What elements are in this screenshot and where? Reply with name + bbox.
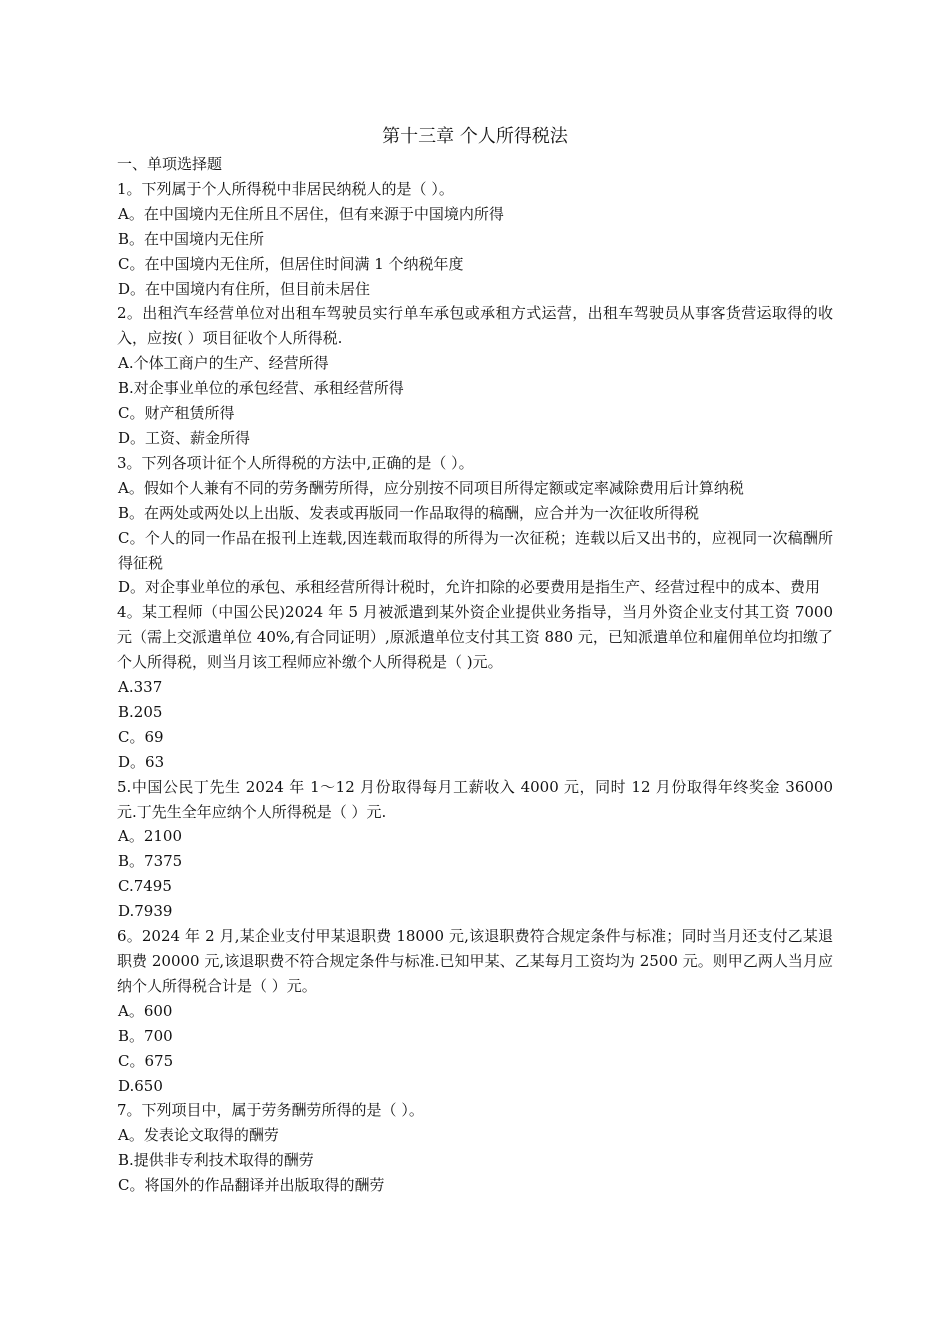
answer-option: C.7495 bbox=[118, 877, 172, 896]
answer-option: B.对企事业单位的承包经营、承租经营所得 bbox=[118, 379, 404, 398]
answer-option: A.337 bbox=[118, 678, 163, 697]
answer-option: B。在中国境内无住所 bbox=[118, 229, 265, 248]
answer-option: C。将国外的作品翻译并出版取得的酬劳 bbox=[118, 1176, 385, 1195]
answer-option: B。7375 bbox=[118, 852, 183, 871]
answer-option: A.个体工商户的生产、经营所得 bbox=[118, 354, 329, 373]
answer-option: C。个人的同一作品在报刊上连载,因连载而取得的所得为一次征税；连载以后又出书的，应视同一次稿酬所得征税 bbox=[118, 528, 833, 572]
answer-option: C。在中国境内无住所，但居住时间满 1 个纳税年度 bbox=[118, 254, 464, 273]
question-stem: 4。某工程师（中国公民)2024 年 5 月被派遣到某外资企业提供业务指导，当月外资企业支付其工资 7000 元（需上交派遣单位 40%,有合同证明）,原派遣单位支付其工资 880 元，已知派遣单位和雇佣单位均扣缴了个人所得税，则当月该工程师应补缴个人所得税是（ )元。 bbox=[117, 603, 833, 672]
question-stem: 3。下列各项计征个人所得税的方法中,正确的是（ ）。 bbox=[117, 453, 474, 472]
answer-option: A。发表论文取得的酬劳 bbox=[118, 1126, 279, 1145]
answer-option: A。2100 bbox=[118, 827, 183, 846]
question-stem: 2。出租汽车经营单位对出租车驾驶员实行单车承包或承租方式运营，出租车驾驶员从事客货营运取得的收入，应按( ）项目征收个人所得税. bbox=[117, 304, 833, 348]
question-stem: 6。2024 年 2 月,某企业支付甲某退职费 18000 元,该退职费符合规定条件与标准；同时当月还支付乙某退职费 20000 元,该退职费不符合规定条件与标准.已知甲某、乙某每月工资均为 2500 元。则甲乙两人当月应纳个人所得税合计是（ ）元。 bbox=[117, 927, 833, 995]
answer-option: D。在中国境内有住所，但目前未居住 bbox=[118, 279, 371, 298]
chapter-title: 第十三章 个人所得税法 bbox=[382, 126, 568, 147]
answer-option: D.7939 bbox=[118, 902, 173, 921]
answer-option: B.提供非专利技术取得的酬劳 bbox=[118, 1151, 314, 1170]
answer-option: A。600 bbox=[118, 1001, 173, 1020]
question-stem: 1。下列属于个人所得税中非居民纳税人的是（ ）。 bbox=[117, 179, 454, 198]
answer-option: A。在中国境内无住所且不居住，但有来源于中国境内所得 bbox=[118, 204, 504, 223]
question-stem: 5.中国公民丁先生 2024 年 1～12 月份取得每月工薪收入 4000 元，同时 12 月份取得年终奖金 36000 元.丁先生全年应纳个人所得税是（ ）元. bbox=[117, 777, 833, 821]
answer-option: D。对企事业单位的承包、承租经营所得计税时，允许扣除的必要费用是指生产、经营过程中的成本、费用 bbox=[118, 578, 821, 597]
answer-option: B。在两处或两处以上出版、发表或再版同一作品取得的稿酬，应合并为一次征收所得税 bbox=[118, 503, 700, 522]
answer-option: B.205 bbox=[118, 702, 163, 721]
answer-option: C。675 bbox=[118, 1051, 174, 1070]
answer-option: A。假如个人兼有不同的劳务酬劳所得，应分别按不同项目所得定额或定率减除费用后计算纳税 bbox=[118, 478, 744, 497]
answer-option: C。财产租赁所得 bbox=[118, 404, 235, 423]
question-stem: 7。下列项目中，属于劳务酬劳所得的是（ ）。 bbox=[117, 1101, 424, 1120]
answer-option: B。700 bbox=[118, 1026, 173, 1045]
answer-option: C。69 bbox=[118, 727, 164, 746]
answer-option: D.650 bbox=[118, 1076, 163, 1095]
answer-option: D。63 bbox=[118, 752, 165, 771]
answer-option: D。工资、薪金所得 bbox=[118, 428, 251, 447]
document-page bbox=[117, 122, 833, 1198]
section-heading: 一、单项选择题 bbox=[117, 155, 223, 173]
